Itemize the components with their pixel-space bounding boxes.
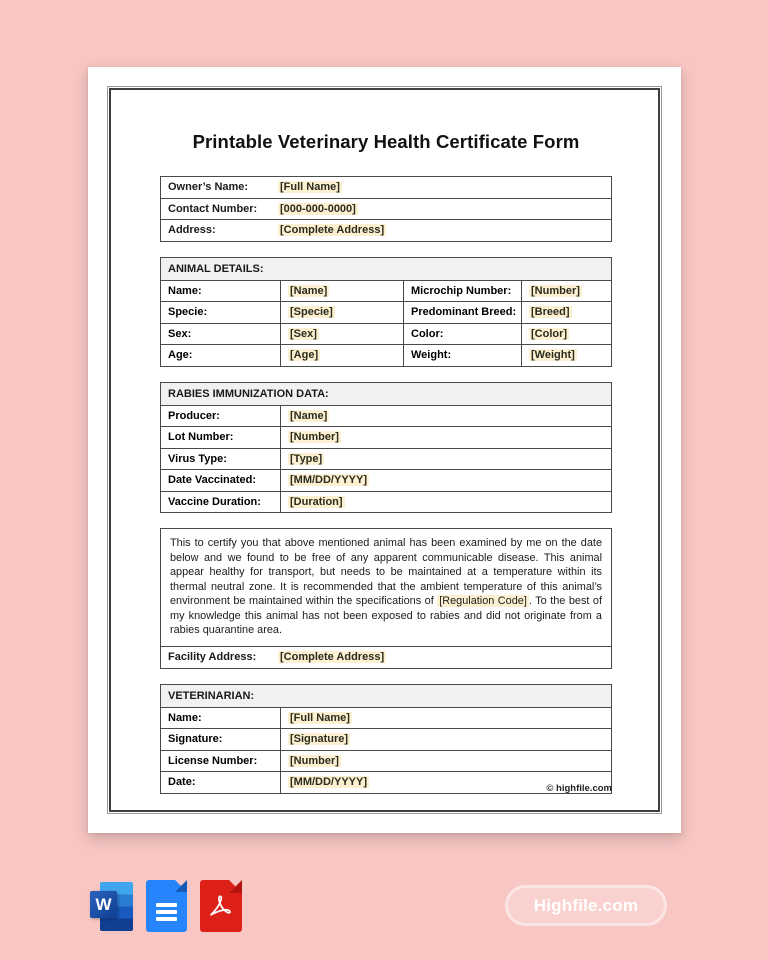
table-row xyxy=(161,323,611,345)
field-value: [Complete Address] xyxy=(280,651,385,663)
field-label: License Number: xyxy=(168,754,258,767)
certification-statement: This to certify you that above mentioned animal has been examined by me on the date below and we found to be free of any apparent communicable disease. This animal appear healthy for transport, but needs to be maintained at a temperature within its thermal neutral zone. It is recommended that the ambient temperature of this animal’s environment be maintained within the specifications of [Regulation Code] . To the best of my knowledge this animal has not been exposed to rabies and did not originate from a rabies quarantine area. xyxy=(170,537,602,636)
animal-details-table xyxy=(160,257,612,367)
field-value: [Duration] xyxy=(280,492,611,513)
table-row xyxy=(161,426,611,448)
rabies-immunization-table xyxy=(160,382,612,514)
field-value: [Type] xyxy=(280,449,611,470)
section-header: ANIMAL DETAILS: xyxy=(161,258,611,280)
table-row xyxy=(161,177,611,198)
field-label: Date Vaccinated: xyxy=(168,474,257,487)
field-label: Name: xyxy=(168,711,202,724)
field-label: Date: xyxy=(168,776,196,789)
field-value: [Age] xyxy=(280,345,403,366)
field-label: Facility Address: xyxy=(168,651,257,663)
field-value: [Name] xyxy=(280,281,403,302)
field-value: [Full Name] xyxy=(280,181,340,194)
field-label: Address: xyxy=(168,224,216,237)
field-label: Vaccine Duration: xyxy=(168,495,261,508)
field-value: [MM/DD/YYYY] xyxy=(280,470,611,491)
field-value: [Number] xyxy=(280,427,611,448)
table-row xyxy=(161,491,611,513)
field-label: Signature: xyxy=(168,733,223,746)
table-row xyxy=(161,198,611,220)
table-row xyxy=(161,344,611,366)
table-row xyxy=(161,728,611,750)
pdf-icon[interactable] xyxy=(200,880,242,932)
field-value: [Full Name] xyxy=(280,708,611,729)
field-value: [000-000-0000] xyxy=(280,202,356,215)
field-value: [Signature] xyxy=(280,729,611,750)
table-row xyxy=(161,280,611,302)
field-label: Sex: xyxy=(168,327,192,340)
table-row xyxy=(161,750,611,772)
table-row xyxy=(161,301,611,323)
highfile-brand-badge[interactable] xyxy=(505,885,667,926)
owner-info-table xyxy=(160,176,612,242)
field-value: [Name] xyxy=(280,406,611,427)
document-content xyxy=(160,67,612,794)
field-label: Owner’s Name: xyxy=(168,181,249,194)
acrobat-glyph xyxy=(207,892,235,920)
field-label: Predominant Breed: xyxy=(403,302,521,323)
table-row xyxy=(161,405,611,427)
field-label: Lot Number: xyxy=(168,431,234,444)
field-label: Specie: xyxy=(168,306,208,319)
field-label: Virus Type: xyxy=(168,452,227,465)
table-row xyxy=(161,469,611,491)
table-row xyxy=(161,219,611,241)
page-title: Printable Veterinary Health Certificate Form xyxy=(192,131,580,152)
google-docs-icon[interactable] xyxy=(146,880,187,932)
section-header: VETERINARIAN: xyxy=(161,685,611,707)
copyright-text: © highfile.com xyxy=(546,783,612,794)
table-row xyxy=(161,646,611,668)
field-label: Color: xyxy=(403,324,521,345)
field-value: [Number] xyxy=(521,281,611,302)
field-value: [MM/DD/YYYY] xyxy=(280,772,611,793)
field-label: Contact Number: xyxy=(168,202,258,215)
field-value: [Complete Address] xyxy=(280,224,385,237)
field-label: Weight: xyxy=(403,345,521,366)
field-value: [Weight] xyxy=(521,345,611,366)
veterinarian-table xyxy=(160,684,612,794)
field-label: Name: xyxy=(168,284,202,297)
field-value: [Breed] xyxy=(521,302,611,323)
table-row xyxy=(161,448,611,470)
field-value: [Sex] xyxy=(280,324,403,345)
table-row xyxy=(161,707,611,729)
table-row xyxy=(161,771,611,793)
field-label: Producer: xyxy=(168,409,220,422)
field-value: [Specie] xyxy=(280,302,403,323)
field-value: [Color] xyxy=(521,324,611,345)
section-header: RABIES IMMUNIZATION DATA: xyxy=(161,383,611,405)
word-icon[interactable]: W xyxy=(90,882,134,931)
field-value: [Number] xyxy=(280,751,611,772)
brand-label: Highfile.com xyxy=(533,895,639,915)
field-label: Microchip Number: xyxy=(403,281,521,302)
document-page xyxy=(88,67,681,833)
field-label: Age: xyxy=(168,349,193,362)
regulation-code-placeholder: [Regulation Code] xyxy=(439,595,527,607)
certification-box xyxy=(160,528,612,669)
